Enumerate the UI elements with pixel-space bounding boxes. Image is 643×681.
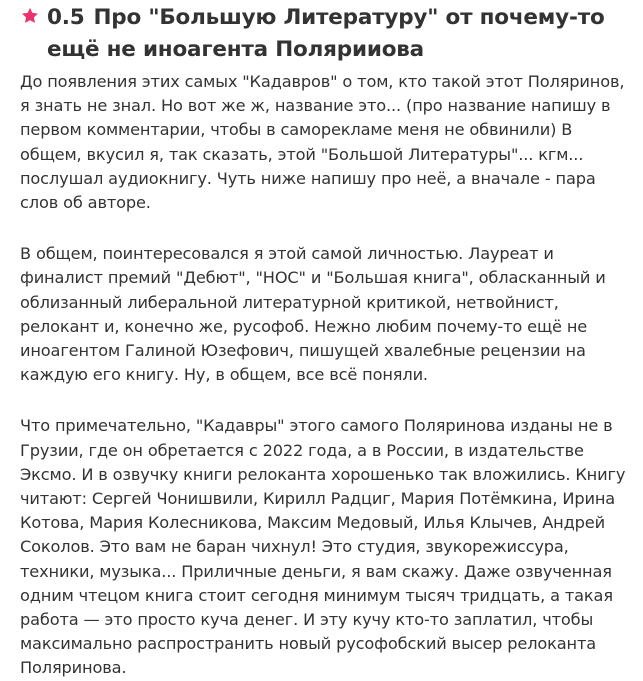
review-title <box>20 2 633 66</box>
review-paragraph: До появления этих самых "Кадавров" о том, кто такой этот Поляринов, я знать не знал. Но вот же ж, название это... (про название напишу в первом комментарии, чтобы в саморекламе меня не обвинили) В общем, вкусил я, так сказать, этой "Большой Литературы"... кгм... послушал аудиокнигу. Чуть ниже напишу про неё, а вначале - пара слов об авторе. <box>20 72 625 213</box>
rating-value: 0.5 <box>47 5 85 30</box>
review-header <box>20 0 633 66</box>
review-title-text: Про "Большую Литературу" от почему-то ещё не иноагента Полярииова <box>47 5 605 62</box>
review-body <box>20 70 633 681</box>
star-icon <box>20 6 40 26</box>
review-paragraph: В общем, поинтересовался я этой самой личностью. Лауреат и финалист премий "Дебют", "НОС" и "Большая книга", обласканный и облизанный либеральной литературной критикой, нетвойнист, релокант и, конечно же, русофоб. Нежно любим почему-то ещё не иноагентом Галиной Юзефович, пишущей хвалебные рецензии на каждую его книгу. Ну, в общем, все всё поняли. <box>20 244 606 385</box>
review-paragraph: Что примечательно, "Кадавры" этого самого Поляринова изданы не в Грузии, где он обретается с 2022 года, а в России, в издательстве Эксмо. И в озвучку книги релоканта хорошенько так вложились. Книгу читают: Сергей Чонишвили, Кирилл Радциг, Мария Потёмкина, Ирина Котова, Мария Колесникова, Максим Медовый, Илья Клычев, Андрей Соколов. Это вам не баран чихнул! Это студия, звукорежиссура, техники, музыка... Приличные деньги, я вам скажу. Даже озвученная одним чтецом книга стоит сегодня минимум тысяч тридцать, а такая работа — это просто куча денег. И эту кучу кто-то заплатил, чтобы максимально распространить новый русофобский высер релоканта Поляринова. <box>20 416 626 678</box>
